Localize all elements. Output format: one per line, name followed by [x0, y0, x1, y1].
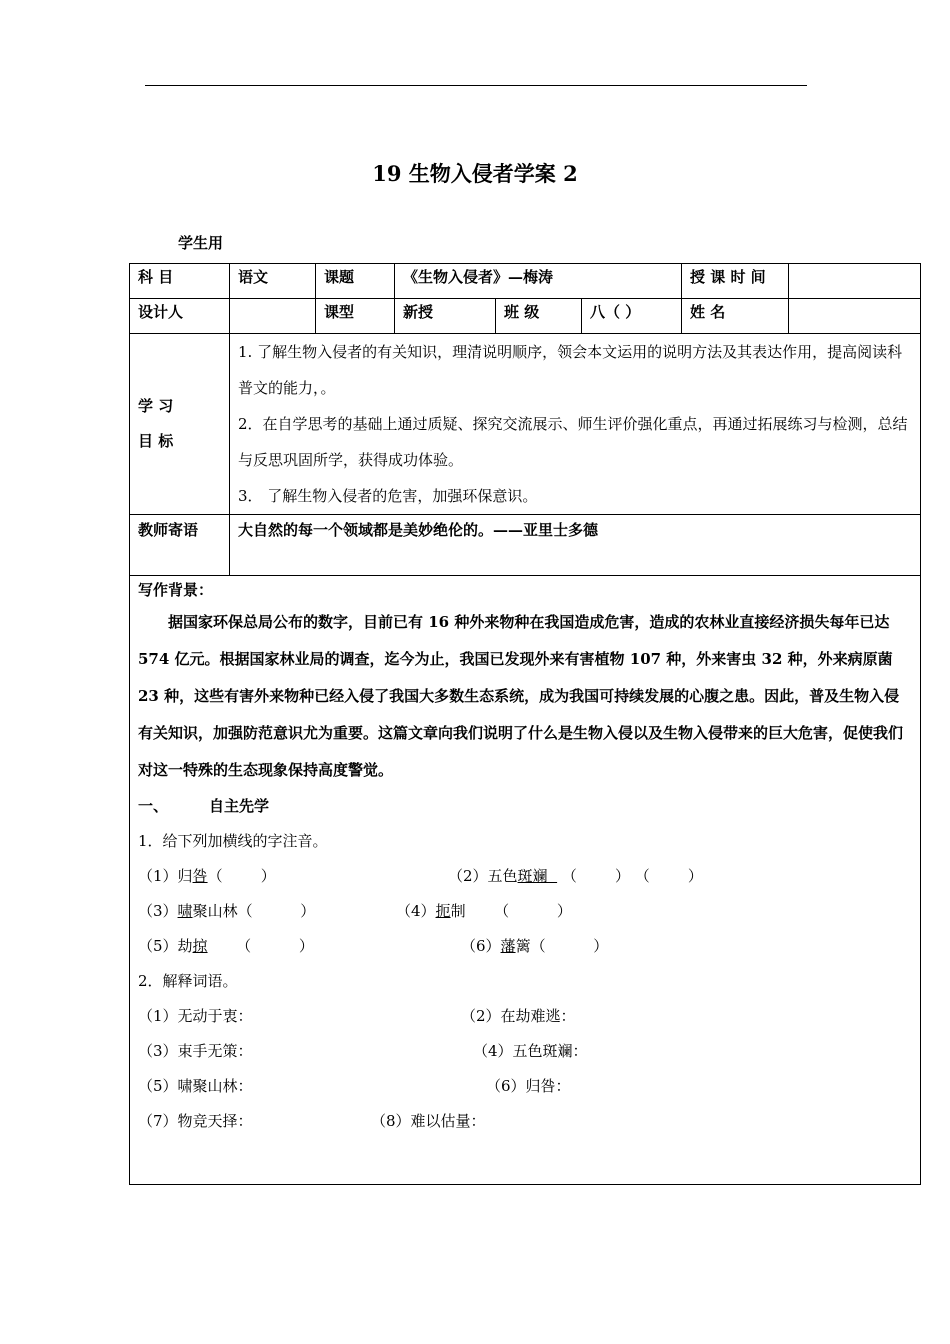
q1-item-1: [138, 859, 276, 894]
row-teacher: [130, 515, 921, 576]
q2-word-1: （1）无动于衷：: [138, 1007, 253, 1025]
goals-content: [230, 334, 921, 515]
q1-item-4-underlined: 扼: [435, 902, 451, 920]
type-label: 课型: [316, 299, 395, 334]
q2-word-8: （8）难以估量：: [371, 1112, 486, 1130]
q2-row-2: [138, 1034, 912, 1069]
topic-label: 课题: [316, 264, 395, 299]
q2-row-3: [138, 1069, 912, 1104]
q1-item-3-post: 聚山林（ ）: [192, 902, 316, 920]
q2-word-7: （7）物竞天择：: [138, 1112, 253, 1130]
q1-row-1: [138, 859, 912, 894]
time-value: [789, 264, 921, 299]
body-cell: [130, 576, 921, 1185]
q1-item-2-pre: （2）五色: [448, 867, 518, 885]
section1-num: 一、: [138, 797, 169, 815]
goal-2: 2．在自学思考的基础上通过质疑、探究交流展示、师生评价强化重点，再通过拓展练习与检测，总结与反思巩固所学，获得成功体验。: [238, 415, 908, 469]
background-text: 据国家环保总局公布的数字，目前已有 16 种外来物种在我国造成危害，造成的农林业直接经济损失每年已达 574 亿元。根据国家林业局的调查，迄今为止，我国已发现外来有害植物 107 种，外来害虫 32 种，外来病原菌 23 种，这些有害外来物种已经入侵了我国大多数生态系统，成为我国可持续发展的心腹之患。因此，普及生物入侵有关知识，加强防范意识尤为重要。这篇文章向我们说明了什么是生物入侵以及生物入侵带来的巨大危害，促使我们对这一特殊的生态现象保持高度警觉。: [138, 613, 904, 779]
goal-1: 1. 了解生物入侵者的有关知识，理清说明顺序，领会本文运用的说明方法及其表达作用，提高阅读科普文的能力，。: [238, 343, 903, 397]
name-value: [789, 299, 921, 334]
q1-item-4: [396, 894, 572, 929]
q1-item-4-post: 制 （ ）: [450, 902, 572, 920]
q1-item-1-underlined: 咎: [192, 867, 208, 885]
class-label: 班 级: [496, 299, 582, 334]
header-rule: [145, 85, 807, 86]
q2-row-4: [138, 1104, 912, 1139]
q1-item-5-post: （ ）: [207, 937, 314, 955]
section1-heading: [138, 789, 912, 824]
subject-value: 语文: [230, 264, 316, 299]
student-label: 学生用: [178, 234, 224, 252]
lesson-table: [129, 263, 921, 1185]
q1-item-1-pre: （1）归: [138, 867, 193, 885]
q1-item-1-post: （ ）: [207, 867, 276, 885]
q1-row-2: [138, 894, 912, 929]
q2-word-3: （3）束手无策：: [138, 1042, 253, 1060]
q1-item-3-underlined: 啸: [177, 902, 193, 920]
teacher-quote: 大自然的每一个领域都是美妙绝伦的。——亚里士多德: [230, 515, 921, 576]
q2-word-6: （6）归咎：: [486, 1077, 571, 1095]
q1-item-2-post: （ ） （ ）: [557, 867, 703, 885]
q2-row-1: [138, 999, 912, 1034]
subject-label: 科 目: [130, 264, 230, 299]
q1-item-5-pre: （5）劫: [138, 937, 193, 955]
goal-3: 3． 了解生物入侵者的危害，加强环保意识。: [238, 487, 538, 505]
background-heading: 写作背景：: [138, 581, 214, 599]
section1-text: 自主先学: [209, 797, 270, 815]
topic-value: 《生物入侵者》—梅涛: [395, 264, 682, 299]
time-label: 授 课 时 间: [682, 264, 789, 299]
q1-item-6: [461, 929, 608, 964]
name-label: 姓 名: [682, 299, 789, 334]
q2-prompt: 2．解释词语。: [138, 972, 238, 990]
row-body: [130, 576, 921, 1185]
q2-word-4: （4）五色斑斓：: [473, 1042, 588, 1060]
q2-word-2: （2）在劫难逃：: [461, 1007, 576, 1025]
q1-item-3-pre: （3）: [138, 902, 178, 920]
goals-label-line1: 学 习: [138, 397, 174, 415]
row-designer: [130, 299, 921, 334]
q1-row-3: [138, 929, 912, 964]
q2-word-5: （5）啸聚山林：: [138, 1077, 253, 1095]
row-subject: [130, 264, 921, 299]
q1-item-4-pre: （4）: [396, 902, 436, 920]
designer-label: 设计人: [130, 299, 230, 334]
designer-value: [230, 299, 316, 334]
q1-item-2-underlined: 斑斓: [517, 867, 558, 885]
page-title: 19 生物入侵者学案 2: [372, 161, 578, 186]
class-value: 八（ ）: [582, 299, 682, 334]
q1-item-2: [448, 859, 703, 894]
q1-item-6-pre: （6）: [461, 937, 501, 955]
q1-item-3: [138, 894, 315, 929]
q1-item-6-underlined: 藩: [500, 937, 516, 955]
goals-label: [130, 334, 230, 515]
teacher-label: 教师寄语: [130, 515, 230, 576]
type-value: 新授: [395, 299, 496, 334]
q1-item-5: [138, 929, 314, 964]
goals-label-line2: 目 标: [138, 432, 174, 450]
q1-prompt: 1．给下列加横线的字注音。: [138, 832, 328, 850]
q1-item-5-underlined: 掠: [192, 937, 208, 955]
q1-item-6-post: 篱（ ）: [515, 937, 609, 955]
row-goals: [130, 334, 921, 515]
